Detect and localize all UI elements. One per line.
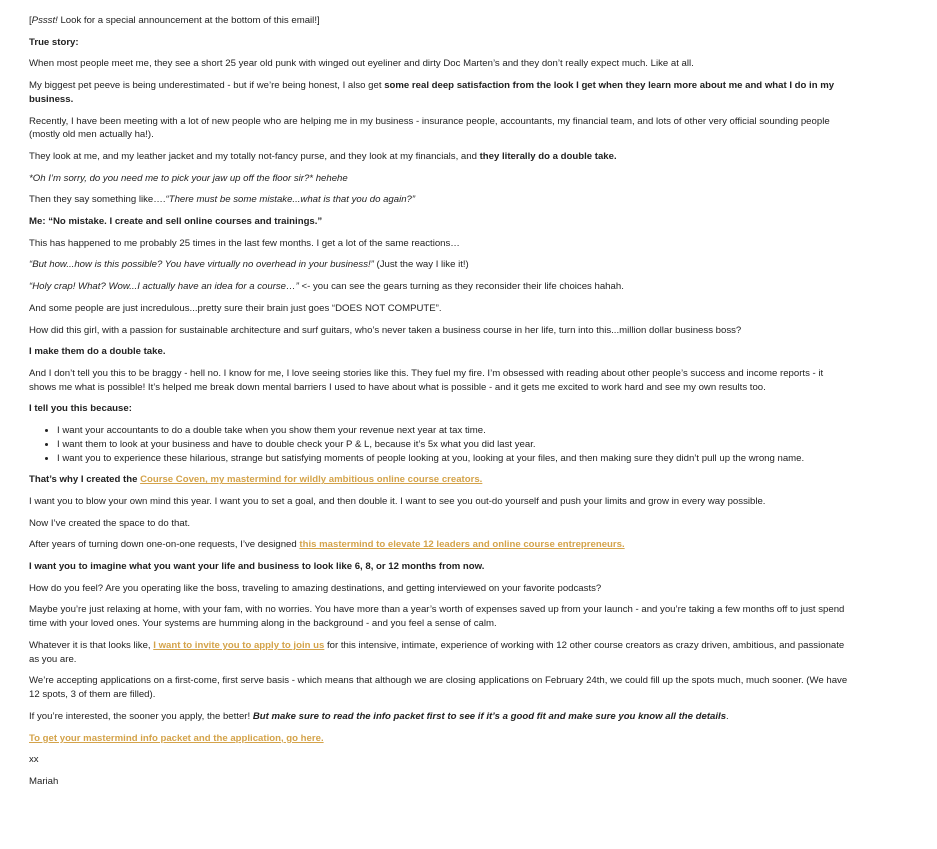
announcement-text: Look for a special announcement at the bottom of this email!] — [57, 15, 320, 26]
paragraph-braggy: And I don’t tell you this to be braggy - hell no. I know for me, I love seeing stories like this. They fuel my fire. I’m obsessed with reading about other people’s success and income reports - it shows me what is possible! It’s helped me break down mental barriers I used to have about what is possible - and it gets me excited to work hard and see my own results too. — [29, 367, 824, 393]
designed-text: After years of turning down one-on-one requests, I’ve designed — [29, 539, 300, 551]
info-packet-link[interactable]: To get your mastermind info packet and the application, go here. — [29, 732, 324, 744]
paragraph-relaxing: Maybe you’re just relaxing at home, with your fam, with no worries. You have more than a year’s worth of expenses saved up from your launch - and you’re taking a few months off to just spend time with your loved ones. Your systems are humming along in the background - and you feel a sense of calm. — [29, 604, 845, 630]
paragraph-make-them: I make them do a double take. — [29, 346, 166, 358]
gears-aside: <- you can see the gears turning as they reconsider their life choices hahah. — [298, 281, 624, 293]
pet-peeve-bold: some real deep satisfaction from the look I get when they learn more about me and what I do in my business. — [29, 80, 835, 105]
pet-peeve-text: My biggest pet peeve is being underestimated - but if we’re being honest, I also get — [29, 80, 385, 92]
paragraph-get-packet — [29, 732, 849, 746]
paragraph-course-coven — [29, 473, 849, 487]
paragraph-25-times: This has happened to me probably 25 times in the last few months. I get a lot of the same reactions… — [29, 237, 460, 249]
list-item: • I want your accountants to do a double take when you show them your revenue next year at tax time. — [57, 424, 849, 438]
paragraph-they-look — [29, 150, 849, 164]
list-item: • I want you to experience these hilarious, strange but satisfying moments of people looking at you, looking at your files, and then making sure they didn’t pull up the wrong name. — [57, 452, 849, 466]
paragraph-incredulous: And some people are just incredulous...pretty sure their brain just goes “DOES NOT COMPUTE”. — [29, 302, 442, 314]
created-text: That’s why I created the — [29, 474, 141, 486]
period: . — [726, 710, 729, 722]
paragraph-holy-crap — [29, 280, 849, 294]
email-body — [29, 14, 849, 797]
interested-text: If you’re interested, the sooner you apply, the better! — [29, 710, 253, 722]
they-say-text: Then they say something like…. — [29, 194, 166, 206]
paragraph-jaw: *Oh I’m sorry, do you need me to pick your jaw up off the floor sir?* hehehe — [29, 172, 348, 184]
double-take-bold: they literally do a double take. — [479, 151, 617, 163]
paragraph-applications: We’re accepting applications on a first-come, first serve basis - which means that although we are closing applications on February 24th, we could fill up the spots much, much sooner. (We have 12 spots, 3 of them are filled). — [29, 675, 848, 701]
psst-text: Pssst! — [31, 15, 58, 26]
bracket: [ — [29, 15, 32, 26]
paragraph-pet-peeve — [29, 79, 849, 107]
intensive-text: for this intensive, intimate, experience of working with 12 other course creators as crazy driven, ambitious, and passionate as you are. — [29, 639, 845, 665]
overhead-quote: “But how...how is this possible? You have virtually no overhead in your business!” — [29, 259, 374, 271]
paragraph-interested — [29, 710, 849, 724]
paragraph-meet-me: When most people meet me, they see a short 25 year old punk with winged out eyeliner and dirty Doc Marten’s and they don’t really expect much. Like at all. — [29, 58, 694, 70]
true-story-heading: True story: — [29, 36, 79, 48]
course-coven-link[interactable]: Course Coven, my mastermind for wildly ambitious online course creators. — [140, 474, 483, 486]
paragraph-tell-you: I tell you this because: — [29, 403, 132, 415]
whatever-text: Whatever it is that looks like, — [29, 639, 154, 651]
holy-crap-quote: “Holy crap! What? Wow...I actually have an idea for a course…” — [29, 281, 299, 293]
signature: Mariah — [29, 776, 59, 787]
reasons-list — [29, 424, 849, 465]
they-look-text: They look at me, and my leather jacket and my totally not-fancy purse, and they look at my financials, and — [29, 151, 480, 163]
signoff: xx — [29, 754, 39, 766]
list-item: • I want them to look at your business and have to double check your P & L, because it’s 5x what you did last year. — [57, 438, 849, 452]
paragraph-how-did: How did this girl, with a passion for sustainable architecture and surf guitars, who’s never taken a business course in her life, turn into this...million dollar business boss? — [29, 324, 742, 336]
paragraph-designed — [29, 538, 849, 552]
paragraph-recently: Recently, I have been meeting with a lot of new people who are helping me in my business - insurance people, accountants, my financial team, and lots of other very official sounding people (mostly old men actually ha!). — [29, 115, 830, 141]
info-packet-note: But make sure to read the info packet first to see if it’s a good fit and make sure you know all the details — [252, 710, 727, 722]
paragraph-space: Now I’ve created the space to do that. — [29, 517, 191, 529]
paragraph-whatever — [29, 639, 849, 667]
paragraph-blow-mind: I want you to blow your own mind this year. I want you to set a goal, and then double it. I want to see you out-do yourself and push your limits and grow in every way possible. — [29, 496, 766, 508]
paragraph-no-mistake: Me: “No mistake. I create and sell online courses and trainings.” — [29, 216, 323, 228]
paragraph-overhead — [29, 258, 849, 272]
announcement-note — [29, 14, 849, 28]
paragraph-how-feel: How do you feel? Are you operating like the boss, traveling to amazing destinations, and getting interviewed on your favorite podcasts? — [29, 582, 602, 594]
apply-link[interactable]: I want to invite you to apply to join us — [153, 639, 325, 651]
overhead-aside: (Just the way I like it!) — [373, 259, 469, 271]
paragraph-imagine: I want you to imagine what you want your life and business to look like 6, 8, or 12 months from now. — [29, 561, 485, 573]
mastermind-link[interactable]: this mastermind to elevate 12 leaders and online course entrepreneurs. — [299, 539, 625, 551]
mistake-quote: “There must be some mistake...what is that you do again?” — [165, 194, 416, 206]
paragraph-they-say — [29, 193, 849, 207]
